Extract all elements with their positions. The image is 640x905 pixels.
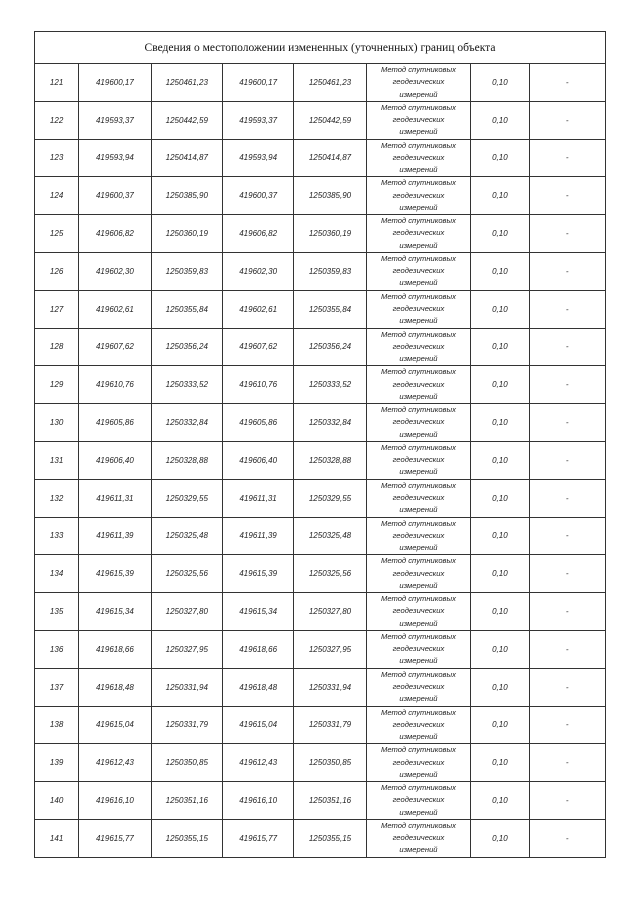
method-line: измерений <box>399 127 438 137</box>
method-line: измерений <box>399 89 438 99</box>
point-number-cell: 126 <box>35 252 79 290</box>
x-new-cell: 419593,94 <box>222 139 293 177</box>
method-line: измерений <box>399 505 438 515</box>
method-line: Метод спутниковых <box>381 783 456 793</box>
y-new-cell: 1250355,84 <box>294 290 366 328</box>
x-new-cell: 419615,77 <box>222 819 293 857</box>
table-row <box>35 744 606 782</box>
x-existing-cell: 419618,48 <box>79 668 151 706</box>
x-existing-cell: 419600,17 <box>79 64 151 102</box>
method-line: измерений <box>399 278 438 288</box>
point-number-cell: 138 <box>35 706 79 744</box>
note-cell: - <box>529 64 605 102</box>
note-cell: - <box>529 593 605 631</box>
table-row <box>35 101 606 139</box>
x-new-cell: 419611,31 <box>222 479 293 517</box>
x-new-cell: 419618,48 <box>222 668 293 706</box>
x-existing-cell: 419611,39 <box>79 517 151 555</box>
y-new-cell: 1250461,23 <box>294 64 366 102</box>
point-number-cell: 133 <box>35 517 79 555</box>
accuracy-cell: 0,10 <box>471 706 529 744</box>
x-new-cell: 419605,86 <box>222 404 293 442</box>
x-existing-cell: 419611,31 <box>79 479 151 517</box>
x-existing-cell: 419593,37 <box>79 101 151 139</box>
table-row <box>35 517 606 555</box>
x-new-cell: 419593,37 <box>222 101 293 139</box>
point-number-cell: 128 <box>35 328 79 366</box>
x-existing-cell: 419616,10 <box>79 782 151 820</box>
method-line: измерений <box>399 467 438 477</box>
method-line: Метод спутниковых <box>381 102 456 112</box>
method-line: Метод спутниковых <box>381 291 456 301</box>
x-existing-cell: 419612,43 <box>79 744 151 782</box>
y-existing-cell: 1250331,79 <box>151 706 222 744</box>
table-row <box>35 328 606 366</box>
y-new-cell: 1250356,24 <box>294 328 366 366</box>
method-line: измерений <box>399 391 438 401</box>
table-row <box>35 64 606 102</box>
table-row <box>35 441 606 479</box>
method-cell <box>366 366 471 404</box>
note-cell: - <box>529 290 605 328</box>
note-cell: - <box>529 139 605 177</box>
method-line: геодезических <box>392 152 445 162</box>
point-number-cell: 141 <box>35 819 79 857</box>
accuracy-cell: 0,10 <box>471 479 529 517</box>
method-cell <box>366 101 471 139</box>
method-line: измерений <box>399 316 438 326</box>
accuracy-cell: 0,10 <box>471 782 529 820</box>
x-new-cell: 419610,76 <box>222 366 293 404</box>
y-existing-cell: 1250331,94 <box>151 668 222 706</box>
method-line: геодезических <box>392 795 445 805</box>
table-row <box>35 630 606 668</box>
table-row <box>35 366 606 404</box>
method-cell <box>366 177 471 215</box>
method-line: геодезических <box>392 77 445 87</box>
note-cell: - <box>529 366 605 404</box>
accuracy-cell: 0,10 <box>471 744 529 782</box>
note-cell: - <box>529 706 605 744</box>
method-line: геодезических <box>392 530 445 540</box>
y-new-cell: 1250360,19 <box>294 215 366 253</box>
method-line: геодезических <box>392 757 445 767</box>
point-number-cell: 130 <box>35 404 79 442</box>
y-existing-cell: 1250350,85 <box>151 744 222 782</box>
note-cell: - <box>529 744 605 782</box>
accuracy-cell: 0,10 <box>471 101 529 139</box>
method-line: Метод спутниковых <box>381 254 456 264</box>
note-cell: - <box>529 517 605 555</box>
accuracy-cell: 0,10 <box>471 819 529 857</box>
y-existing-cell: 1250355,15 <box>151 819 222 857</box>
note-cell: - <box>529 819 605 857</box>
method-line: Метод спутниковых <box>381 594 456 604</box>
method-line: измерений <box>399 618 438 628</box>
method-line: геодезических <box>392 644 445 654</box>
table-row <box>35 404 606 442</box>
point-number-cell: 136 <box>35 630 79 668</box>
y-existing-cell: 1250351,16 <box>151 782 222 820</box>
method-line: геодезических <box>392 266 445 276</box>
method-line: геодезических <box>392 379 445 389</box>
method-cell <box>366 328 471 366</box>
method-line: измерений <box>399 694 438 704</box>
method-cell <box>366 744 471 782</box>
method-cell <box>366 290 471 328</box>
method-line: Метод спутниковых <box>381 556 456 566</box>
note-cell: - <box>529 177 605 215</box>
method-cell <box>366 706 471 744</box>
table-title: Сведения о местоположении измененных (уточненных) границ объекта <box>35 32 606 64</box>
table-row <box>35 177 606 215</box>
method-line: геодезических <box>392 228 445 238</box>
x-existing-cell: 419593,94 <box>79 139 151 177</box>
note-cell: - <box>529 668 605 706</box>
accuracy-cell: 0,10 <box>471 328 529 366</box>
y-new-cell: 1250331,94 <box>294 668 366 706</box>
method-cell <box>366 252 471 290</box>
method-cell <box>366 479 471 517</box>
y-new-cell: 1250329,55 <box>294 479 366 517</box>
x-new-cell: 419606,40 <box>222 441 293 479</box>
y-existing-cell: 1250359,83 <box>151 252 222 290</box>
y-new-cell: 1250359,83 <box>294 252 366 290</box>
x-new-cell: 419615,39 <box>222 555 293 593</box>
point-number-cell: 137 <box>35 668 79 706</box>
x-existing-cell: 419615,77 <box>79 819 151 857</box>
boundary-points-table <box>34 31 606 858</box>
y-new-cell: 1250442,59 <box>294 101 366 139</box>
point-number-cell: 129 <box>35 366 79 404</box>
method-line: измерений <box>399 543 438 553</box>
accuracy-cell: 0,10 <box>471 593 529 631</box>
method-line: Метод спутниковых <box>381 405 456 415</box>
table-row <box>35 290 606 328</box>
method-line: измерений <box>399 845 438 855</box>
point-number-cell: 131 <box>35 441 79 479</box>
y-existing-cell: 1250333,52 <box>151 366 222 404</box>
accuracy-cell: 0,10 <box>471 404 529 442</box>
method-line: измерений <box>399 240 438 250</box>
method-cell <box>366 64 471 102</box>
x-new-cell: 419615,04 <box>222 706 293 744</box>
y-existing-cell: 1250327,80 <box>151 593 222 631</box>
method-cell <box>366 215 471 253</box>
y-existing-cell: 1250328,88 <box>151 441 222 479</box>
point-number-cell: 123 <box>35 139 79 177</box>
x-existing-cell: 419605,86 <box>79 404 151 442</box>
table-row <box>35 593 606 631</box>
y-new-cell: 1250385,90 <box>294 177 366 215</box>
table-row <box>35 252 606 290</box>
point-number-cell: 124 <box>35 177 79 215</box>
method-line: измерений <box>399 732 438 742</box>
x-new-cell: 419616,10 <box>222 782 293 820</box>
method-line: измерений <box>399 807 438 817</box>
accuracy-cell: 0,10 <box>471 668 529 706</box>
y-new-cell: 1250327,95 <box>294 630 366 668</box>
x-new-cell: 419602,61 <box>222 290 293 328</box>
method-line: Метод спутниковых <box>381 632 456 642</box>
point-number-cell: 127 <box>35 290 79 328</box>
x-existing-cell: 419615,04 <box>79 706 151 744</box>
method-line: измерений <box>399 769 438 779</box>
method-cell <box>366 139 471 177</box>
method-cell <box>366 668 471 706</box>
x-new-cell: 419612,43 <box>222 744 293 782</box>
x-existing-cell: 419602,30 <box>79 252 151 290</box>
x-existing-cell: 419615,34 <box>79 593 151 631</box>
method-line: геодезических <box>392 455 445 465</box>
method-cell <box>366 782 471 820</box>
method-line: Метод спутниковых <box>381 65 456 75</box>
method-line: геодезических <box>392 682 445 692</box>
method-line: Метод спутниковых <box>381 329 456 339</box>
method-line: Метод спутниковых <box>381 216 456 226</box>
method-line: Метод спутниковых <box>381 821 456 831</box>
table-row <box>35 479 606 517</box>
y-existing-cell: 1250327,95 <box>151 630 222 668</box>
note-cell: - <box>529 328 605 366</box>
y-existing-cell: 1250442,59 <box>151 101 222 139</box>
method-line: геодезических <box>392 304 445 314</box>
accuracy-cell: 0,10 <box>471 64 529 102</box>
method-line: геодезических <box>392 190 445 200</box>
accuracy-cell: 0,10 <box>471 517 529 555</box>
x-new-cell: 419607,62 <box>222 328 293 366</box>
method-line: Метод спутниковых <box>381 707 456 717</box>
table-row <box>35 215 606 253</box>
accuracy-cell: 0,10 <box>471 366 529 404</box>
x-existing-cell: 419602,61 <box>79 290 151 328</box>
method-line: измерений <box>399 165 438 175</box>
y-existing-cell: 1250332,84 <box>151 404 222 442</box>
y-existing-cell: 1250325,56 <box>151 555 222 593</box>
method-cell <box>366 630 471 668</box>
x-existing-cell: 419606,82 <box>79 215 151 253</box>
y-new-cell: 1250351,16 <box>294 782 366 820</box>
method-line: геодезических <box>392 417 445 427</box>
method-line: геодезических <box>392 568 445 578</box>
note-cell: - <box>529 252 605 290</box>
method-line: измерений <box>399 202 438 212</box>
y-new-cell: 1250325,56 <box>294 555 366 593</box>
y-new-cell: 1250332,84 <box>294 404 366 442</box>
method-line: Метод спутниковых <box>381 518 456 528</box>
note-cell: - <box>529 479 605 517</box>
method-line: геодезических <box>392 606 445 616</box>
x-existing-cell: 419607,62 <box>79 328 151 366</box>
table-row <box>35 819 606 857</box>
accuracy-cell: 0,10 <box>471 630 529 668</box>
x-new-cell: 419606,82 <box>222 215 293 253</box>
point-number-cell: 134 <box>35 555 79 593</box>
x-new-cell: 419611,39 <box>222 517 293 555</box>
accuracy-cell: 0,10 <box>471 441 529 479</box>
method-line: Метод спутниковых <box>381 140 456 150</box>
accuracy-cell: 0,10 <box>471 215 529 253</box>
method-line: геодезических <box>392 115 445 125</box>
table-row <box>35 706 606 744</box>
accuracy-cell: 0,10 <box>471 555 529 593</box>
method-line: Метод спутниковых <box>381 443 456 453</box>
x-existing-cell: 419610,76 <box>79 366 151 404</box>
table-row <box>35 668 606 706</box>
x-existing-cell: 419618,66 <box>79 630 151 668</box>
y-new-cell: 1250333,52 <box>294 366 366 404</box>
note-cell: - <box>529 215 605 253</box>
note-cell: - <box>529 441 605 479</box>
x-existing-cell: 419615,39 <box>79 555 151 593</box>
y-new-cell: 1250331,79 <box>294 706 366 744</box>
y-new-cell: 1250414,87 <box>294 139 366 177</box>
method-cell <box>366 517 471 555</box>
y-existing-cell: 1250325,48 <box>151 517 222 555</box>
x-new-cell: 419600,17 <box>222 64 293 102</box>
method-line: геодезических <box>392 493 445 503</box>
y-new-cell: 1250325,48 <box>294 517 366 555</box>
point-number-cell: 121 <box>35 64 79 102</box>
method-cell <box>366 593 471 631</box>
accuracy-cell: 0,10 <box>471 177 529 215</box>
point-number-cell: 132 <box>35 479 79 517</box>
table-body <box>35 64 606 858</box>
accuracy-cell: 0,10 <box>471 252 529 290</box>
method-line: Метод спутниковых <box>381 480 456 490</box>
y-existing-cell: 1250355,84 <box>151 290 222 328</box>
note-cell: - <box>529 555 605 593</box>
y-new-cell: 1250355,15 <box>294 819 366 857</box>
method-line: Метод спутниковых <box>381 669 456 679</box>
note-cell: - <box>529 782 605 820</box>
method-line: геодезических <box>392 341 445 351</box>
y-new-cell: 1250327,80 <box>294 593 366 631</box>
note-cell: - <box>529 630 605 668</box>
point-number-cell: 122 <box>35 101 79 139</box>
method-line: измерений <box>399 354 438 364</box>
y-existing-cell: 1250329,55 <box>151 479 222 517</box>
method-cell <box>366 555 471 593</box>
method-line: геодезических <box>392 833 445 843</box>
x-new-cell: 419618,66 <box>222 630 293 668</box>
method-line: измерений <box>399 656 438 666</box>
point-number-cell: 125 <box>35 215 79 253</box>
table-row <box>35 139 606 177</box>
y-new-cell: 1250328,88 <box>294 441 366 479</box>
note-cell: - <box>529 101 605 139</box>
x-existing-cell: 419606,40 <box>79 441 151 479</box>
table-row <box>35 782 606 820</box>
y-existing-cell: 1250360,19 <box>151 215 222 253</box>
point-number-cell: 135 <box>35 593 79 631</box>
point-number-cell: 140 <box>35 782 79 820</box>
y-new-cell: 1250350,85 <box>294 744 366 782</box>
note-cell: - <box>529 404 605 442</box>
method-line: Метод спутниковых <box>381 745 456 755</box>
y-existing-cell: 1250356,24 <box>151 328 222 366</box>
method-line: геодезических <box>392 719 445 729</box>
method-line: измерений <box>399 429 438 439</box>
method-cell <box>366 404 471 442</box>
method-cell <box>366 819 471 857</box>
y-existing-cell: 1250385,90 <box>151 177 222 215</box>
accuracy-cell: 0,10 <box>471 290 529 328</box>
table-row <box>35 555 606 593</box>
method-line: Метод спутниковых <box>381 367 456 377</box>
method-line: измерений <box>399 580 438 590</box>
point-number-cell: 139 <box>35 744 79 782</box>
y-existing-cell: 1250414,87 <box>151 139 222 177</box>
accuracy-cell: 0,10 <box>471 139 529 177</box>
method-cell <box>366 441 471 479</box>
x-new-cell: 419600,37 <box>222 177 293 215</box>
x-new-cell: 419602,30 <box>222 252 293 290</box>
y-existing-cell: 1250461,23 <box>151 64 222 102</box>
x-new-cell: 419615,34 <box>222 593 293 631</box>
method-line: Метод спутниковых <box>381 178 456 188</box>
x-existing-cell: 419600,37 <box>79 177 151 215</box>
